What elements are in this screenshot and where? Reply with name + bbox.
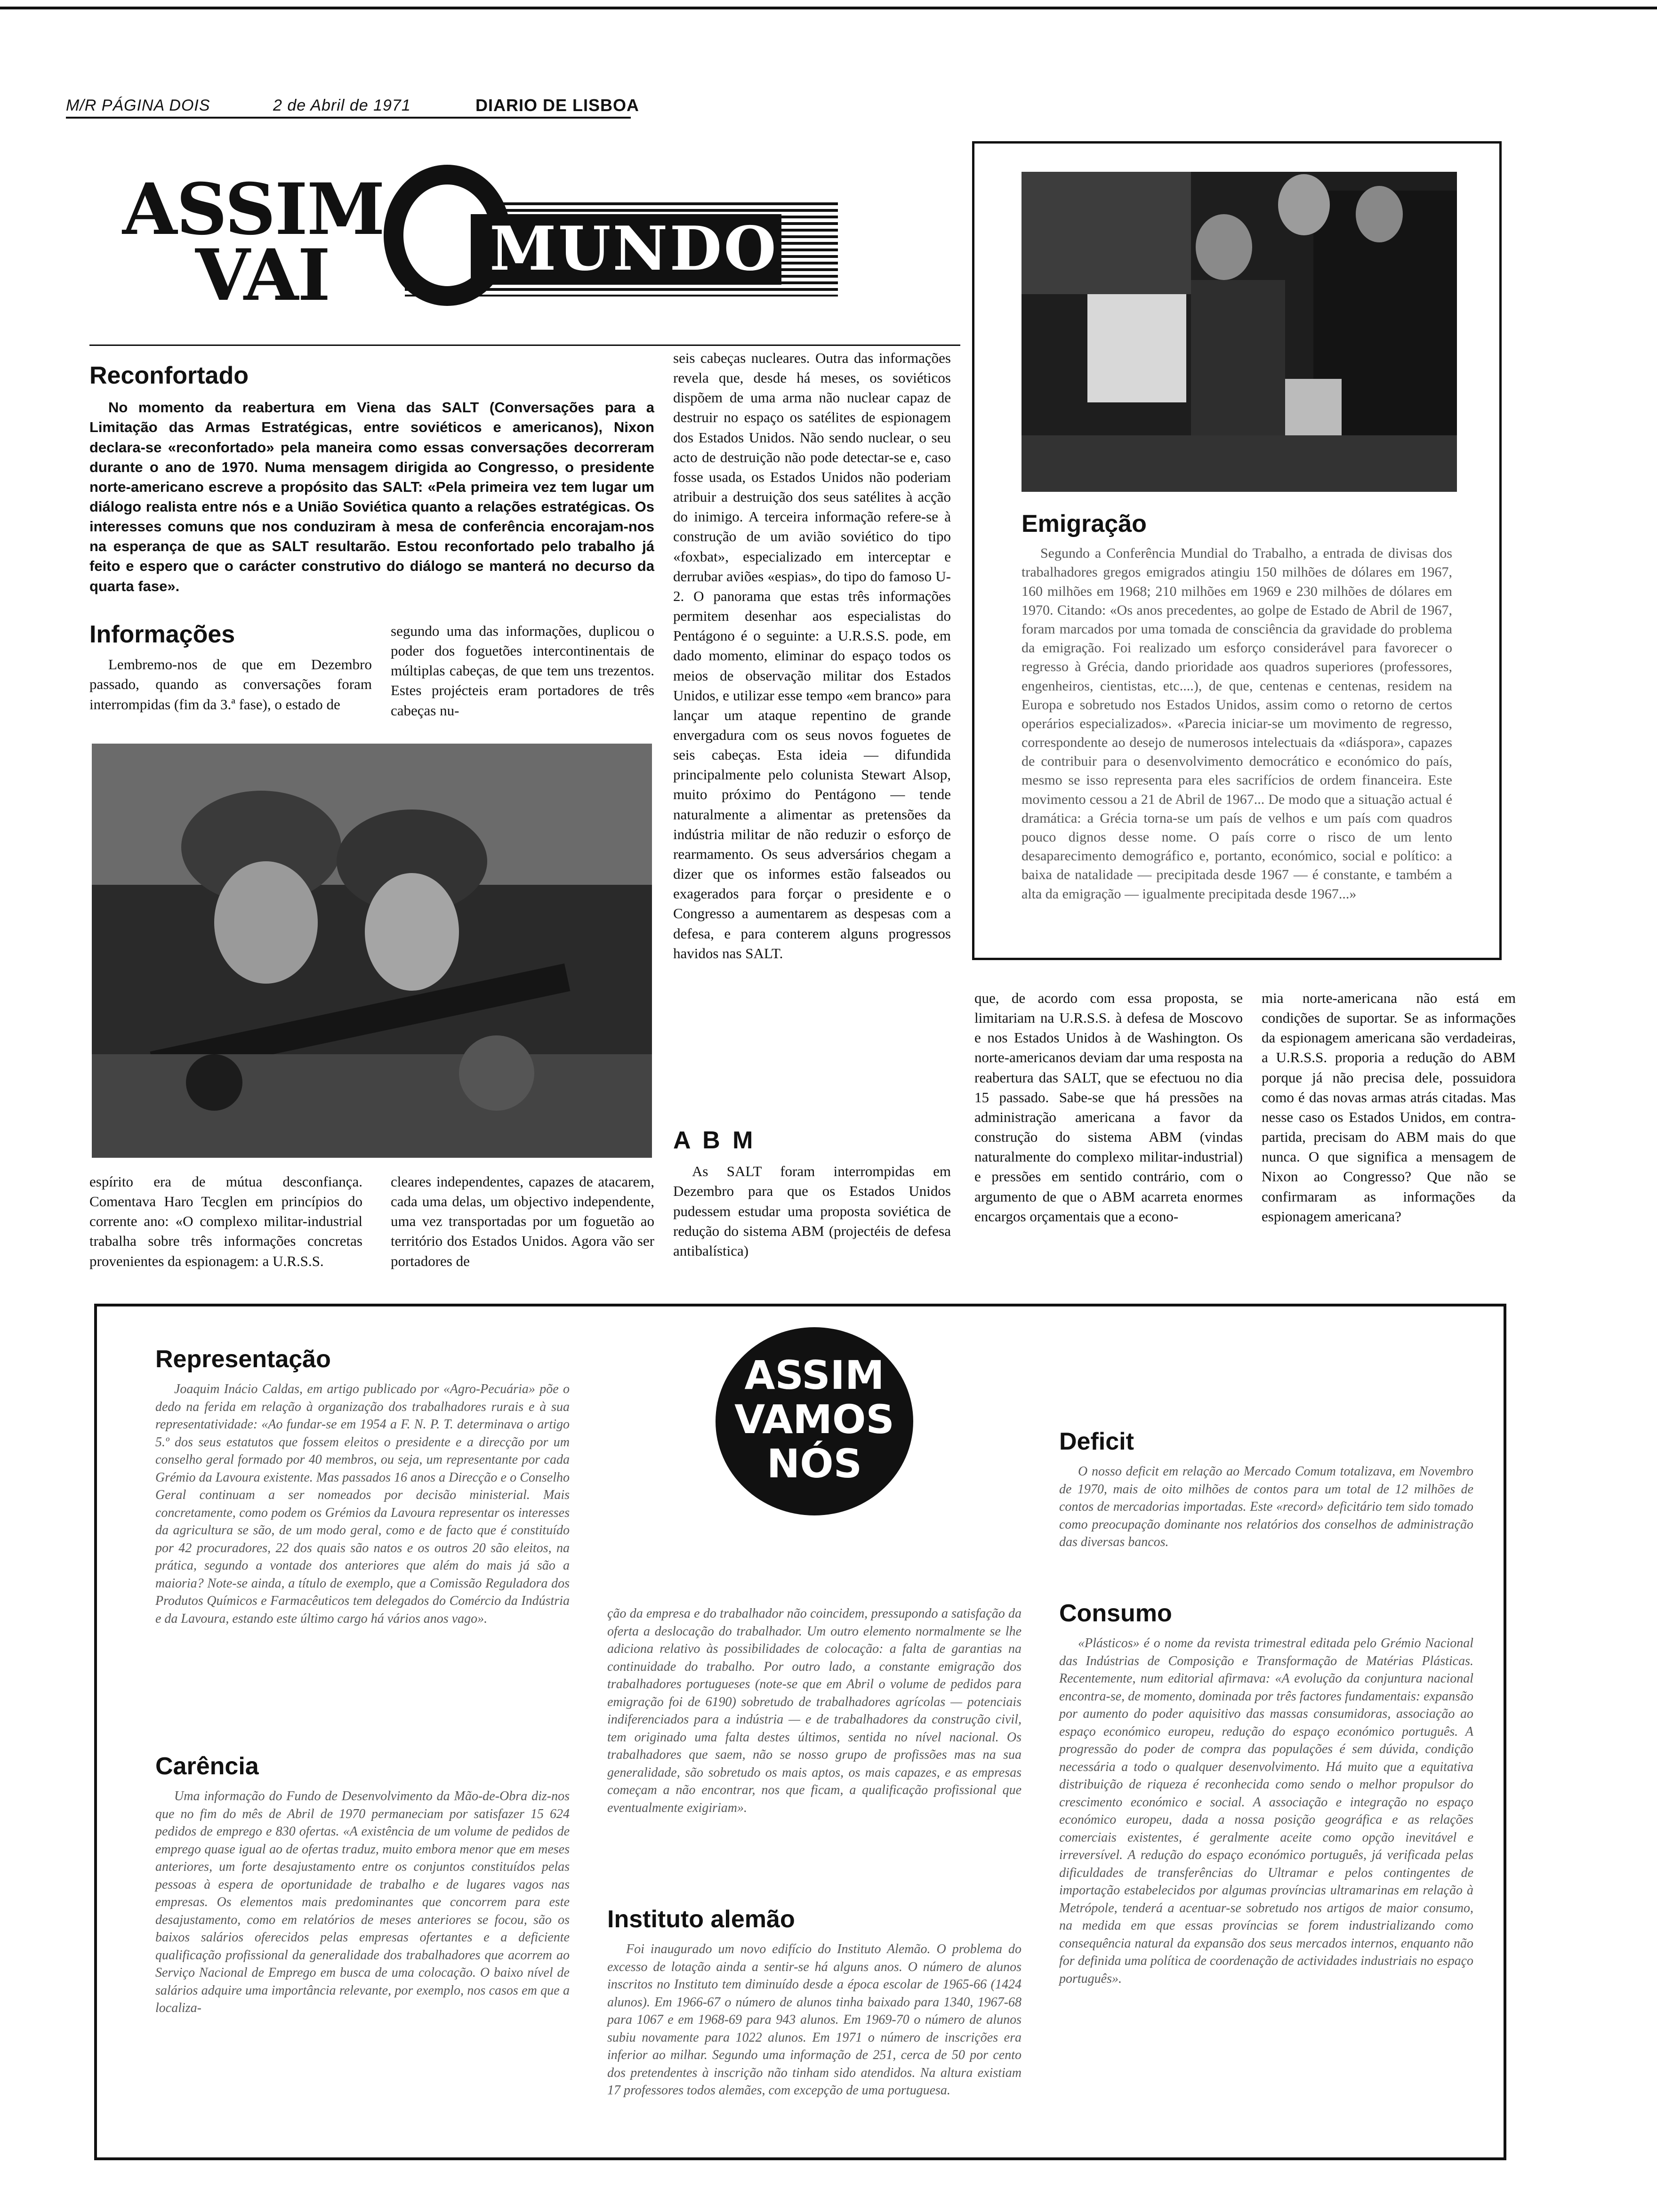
header-rule xyxy=(66,117,631,119)
masthead-mundo: MUNDO xyxy=(490,214,778,284)
top-border xyxy=(0,7,1657,9)
deficit-article xyxy=(1059,1428,1473,1551)
reconfortado-title: Reconfortado xyxy=(89,362,249,389)
consumo-article xyxy=(1059,1600,1473,1988)
emigracao-box xyxy=(972,141,1502,960)
informacoes-col3: seis cabeças nucleares. Outra das informações revela que, desde há meses, os soviéticos dispõem de uma arma não nuclear capaz de destruir no espaço os satélites de espionagem dos Estados Unidos. Não sendo nuclear, o seu acto de destruição não pode detectar-se e, caso fosse usada, os Estados Unidos não poderiam atribuir a destruição dos seus satélites à acção do inimigo. A terceira informação refere-se à construção de um avião soviético do tipo «foxbat», especializado em interceptar e derrubar aviões «espias», do tipo do famoso U-2. O panorama que estas três informações permitem desenhar aos especialistas do Pentágono é o seguinte: a U.R.S.S. pode, em dado momento, eliminar do espaço todos os meios de observação militar dos Estados Unidos, e utilizar esse tempo «em branco» para lançar um ataque repentino de grande envergadura com os seus novos foguetes de seis cabeças. Esta ideia — difundida principalmente pelo colunista Stewart Alsop, muito próximo do Pentágono — tende naturalmente a alimentar as pretensões da indústria militar de não reduzir o esforço de rearmamento. Os seus adversários chegam a dizer que os informes estão falseados ou exagerados para forçar o presidente e o Congresso a aumentarem as despesas com a defesa, e para conterem alguns progressos havidos nas SALT. xyxy=(673,350,951,962)
abm-col3: mia norte-americana não está em condições de suportar. Se as informações da espionagem americana são verdadeiras, a U.R.S.S. proporia a redução do ABM porque já não precisa dele, possuidora como é das novas armas atrás citadas. Mas nesse caso os Estados Unidos, em contra-partida, precisam do ABM mais do que nunca. O que significa a mensagem de Nixon ao Congresso? Que não se confirmaram as informações da espionagem americana? xyxy=(1262,990,1516,1225)
soldiers-photo xyxy=(92,744,652,1158)
middle-text: ção da empresa e do trabalhador não coincidem, pressupondo a satisfação da oferta a deslocação do trabalhador. Um outro elemento normalmente se lhe adiciona relativo às possibilidades de colocação: a falta de garantias na continuidade do trabalho. Por outro lado, a constante emigração dos trabalhadores portugueses (note-se que em Abril o volume de pedidos para emigração foi de 6190) sobretudo de trabalhadores agrícolas — potenciais indiferenciados para a indústria — e de trabalhadores da construção civil, tem originado uma falta destes últimos, sentida no nível nacional. Os trabalhadores que saem, não se nosso grupo de profissões mas na sua generalidade, são sobretudo os mais aptos, os mais capazes, e as empresas começam a não encontrar, nos que ficam, a qualificação profissional que eventualmente exigiriam». xyxy=(607,1606,1022,1815)
header-paper: DIARIO DE LISBOA xyxy=(475,96,640,115)
carencia-title: Carência xyxy=(155,1753,259,1780)
consumo-title: Consumo xyxy=(1059,1600,1172,1627)
abm-article xyxy=(673,1127,951,1261)
emigracao-text: Segundo a Conferência Mundial do Trabalho, a entrada de divisas dos trabalhadores gregos emigrados atingiu 150 milhões de dólares em 1967, 160 milhões em 1968; 210 milhões em 1969 e 230 milhões de dólares em 1970. Citando: «Os anos precedentes, ao golpe de Estado de Abril de 1967, foram marcados por uma tomada de consciência da gravidade do problema da emigração. Foi realizado um esforço considerável para favorecer o regresso à Grécia, dando prioridade aos quadros superiores (professores, engenheiros, cientistas, etc....), de que, centenas e centenas, residem na Europa e sobretudo nos Estados Unidos, assim como o retorno de certos operários especializados». «Parecia iniciar-se um movimento de regresso, correspondente ao desejo de numerosos intelectuais da «diáspora», capazes de contribuir para o desenvolvimento democrático e económico do país, mesmo se isso representa para eles sacrifícios de ordem financeira. Este movimento cessou a 21 de Abril de 1967... De modo que a situação actual é dramática: a Grécia torna-se um país de velhos e um país com quadros pouco dignos desse nome. O país corre o risco de um lento desaparecimento demográfico e, portanto, económico, social e político: a baixa de natalidade — precipitada desde 1967 — é constante, e também a alta da emigração — igualmente precipitada desde 1967...» xyxy=(1022,545,1452,902)
reconfortado-text: No momento da reabertura em Viena das SALT (Conversações para a Limitação das Armas Estratégicas, entre soviéticos e americanos), Nixon declara-se «reconfortado» pela maneira como essas conversações decorreram durante o ano de 1970. Numa mensagem dirigida ao Congresso, o presidente norte-americano escreve a propósito das SALT: «Pela primeira vez tem lugar um diálogo realista entre nós e a União Soviética quanto a relações estratégicas. Os interesses comuns que nos conduziram à mesa de conferência encorajam-nos na esperança de que as SALT resultarão. Estou reconfortado pelo trabalho já feito e espero que o carácter construtivo do diálogo se manterá no decurso da quarta fase». xyxy=(89,399,654,594)
informacoes-under1-block xyxy=(89,1172,362,1271)
header-section: M/R PÁGINA DOIS xyxy=(66,96,210,114)
vamos-badge-line2: VAMOS xyxy=(734,1396,894,1443)
consumo-text: «Plásticos» é o nome da revista trimestral editada pelo Grémio Nacional das Indústrias de Composição e Transformação de Matérias Plásticas. Recentemente, num editorial afirmava: «A evolução da conjuntura nacional encontra-se, de momento, dominada por três factores fundamentais: expansão por aumento do poder aquisitivo das massas consumidoras, associação ao espaço económico europeu, redução do espaço económico português. A progressão do poder de compra das populações é sem dúvida, condição necessária a todo o qualquer desenvolvimento. Há muito que a equitativa distribuição de riqueza é reconhecida como sendo o melhor propulsor do crescimento económico e social. A associação e integração no espaço económico europeu, dada a nossa posição geográfica e as relações comerciais existentes, é geralmente aceite como opção inevitável e irreversível. A redução do espaço económico português, já verificada pelas dificuldades de transferências do Ultramar e pelos contingentes de importação estabelecidos por algumas províncias ultramarinas em relação à Metrópole, tenderá a acentuar-se sobretudo nos artigos de maior consumo, na medida em que essas províncias se forem industrializando como consequência natural da expansão dos seus mercados internos, enquanto não for definida uma política de coordenação de actividades industriais no espaço português». xyxy=(1059,1636,1473,1986)
informacoes-col2: segundo uma das informações, duplicou o poder dos foguetões intercontinentais de múltiplas cabeças, de que tem uns trezentos. Estes projécteis eram portadores de três cabeças nu- xyxy=(391,623,654,719)
abm-title: A B M xyxy=(673,1127,756,1154)
masthead-rule xyxy=(89,345,960,346)
abm-col2: que, de acordo com essa proposta, se limitariam na U.R.S.S. à defesa de Moscovo e nos Estados Unidos à de Washington. Os norte-americanos deviam dar uma resposta na reabertura das SALT, que se efectuou no dia 15 passado. Sabe-se que há pressões na administração americana a favor da construção do sistema ABM (vindas naturalmente do complexo militar-industrial) e pressões em sentido contrário, com o argumento de que o ABM acarreta enormes encargos orçamentais que a econo- xyxy=(974,990,1243,1225)
representacao-title: Representação xyxy=(155,1346,331,1373)
masthead xyxy=(113,165,847,320)
abm-col3-block xyxy=(1262,988,1516,1226)
representacao-text: Joaquim Inácio Caldas, em artigo publicado por «Agro-Pecuária» põe o dedo na ferida em relação à organização dos trabalhadores rurais e à sua representatividade: «Ao fundar-se em 1954 a F. N. P. T. determinava o artigo 5.º dos seus estatutos que fossem eleitos o presidente e a direcção por um conselho geral formado por 40 membros, ou seja, um representante por cada Grémio da Lavoura existente. Mas passados 16 anos a Direcção e o Conselho Geral continuam a ser nomeados por decisão ministerial. Mais concretamente, como podem os Grémios da Lavoura representar os interesses da agricultura se são, de um modo geral, como e de facto que é constituído por 42 procuradores, 22 dos quais são natos e os outros 20 são eleitos, na prática, segundo a vontade dos anteriores que além do mais já são a maioria? Note-se ainda, a título de exemplo, que a Comissão Reguladora dos Produtos Químicos e Farmacêuticos tem delegados do Comércio da Indústria e da Lavoura, estando este último cargo há vários anos vago». xyxy=(155,1382,570,1626)
carencia-text: Uma informação do Fundo de Desenvolvimento da Mão-de-Obra diz-nos que no fim do mês de Abril de 1970 permaneciam por satisfazer 15 624 pedidos de emprego e 830 ofertas. «A existência de um volume de pedidos de emprego quase igual ao de ofertas traduz, muito embora menor que em meses anteriores, um forte desajustamento entre os conjuntos constituídos pelas pessoas à espera de oportunidade de trabalho e de lugares vagos nas empresas. Os elementos mais predominantes que concorrem para este desajustamento, como em relatórios de meses anteriores se focou, são os baixos salários oferecidos pelas empresas ofertantes e a deficiente qualificação profissional da generalidade dos trabalhadores que acorrem ao Serviço Nacional de Emprego em busca de uma colocação. O baixo nível de salários adquire uma importância relevante, por exemplo, nos casos em que a localiza- xyxy=(155,1789,570,2016)
emigracao-title: Emigração xyxy=(1022,510,1147,537)
header-date: 2 de Abril de 1971 xyxy=(273,96,411,114)
informacoes-title: Informações xyxy=(89,621,235,648)
deficit-title: Deficit xyxy=(1059,1428,1134,1455)
vamos-badge-line1: ASSIM xyxy=(744,1352,885,1398)
masthead-vai: VAI xyxy=(195,234,330,317)
informacoes-under1: espírito era de mútua desconfiança. Comentava Haro Tecglen em princípios do corrente ano: «O complexo militar-industrial trabalha sobre três informações concretas provenientes da espionagem: a U.R.S.S. xyxy=(89,1173,362,1269)
informacoes-col3-block xyxy=(673,348,951,963)
masthead-assim: ASSIM xyxy=(122,168,384,251)
abm-col1: As SALT foram interrompidas em Dezembro para que os Estados Unidos pudessem estudar uma proposta soviética de redução do sistema ABM (projectéis de defesa antibalística) xyxy=(673,1163,951,1259)
emigracao-photo xyxy=(1022,172,1457,492)
soldiers-photo-svg xyxy=(92,744,652,1158)
vamos-badge-line3: NÓS xyxy=(766,1441,862,1487)
reconfortado-article xyxy=(89,362,654,596)
vamos-badge xyxy=(716,1327,913,1515)
informacoes-under2-block xyxy=(391,1172,654,1271)
informacoes-col1: Lembremo-nos de que em Dezembro passado, quando as conversações foram interrompidas (fim da 3.ª fase), o estado de xyxy=(89,656,372,713)
representacao-article xyxy=(155,1346,570,1627)
instituto-title: Instituto alemão xyxy=(607,1906,795,1933)
informacoes-under2: cleares independentes, capazes de atacarem, cada uma delas, um objectivo independente, uma vez transportadas por um foguetão ao território dos Estados Unidos. Agora vão ser portadores de xyxy=(391,1173,654,1269)
carencia-article xyxy=(155,1753,570,2017)
deficit-text: O nosso deficit em relação ao Mercado Comum totalizava, em Novembro de 1970, mais de oito milhões de contos para um total de 12 milhões de contos de mercadorias importadas. Este «record» deficitário tem sido tomado como preocupação dominante nos relatórios dos conselhos de administração das diversas bancos. xyxy=(1059,1464,1473,1550)
middle-article xyxy=(607,1605,1022,1817)
instituto-article xyxy=(607,1906,1022,2100)
emigracao-photo-svg xyxy=(1022,172,1457,492)
abm-col2-block xyxy=(974,988,1243,1226)
instituto-text: Foi inaugurado um novo edifício do Instituto Alemão. O problema do excesso de lotação ainda a sentir-se há alguns anos. O número de alunos inscritos no Instituto tem diminuído desde a época escolar de 1965-66 (1424 alunos). Em 1966-67 o número de alunos tinha baixado para 1340, 1967-68 para 1067 e em 1968-69 para 943 alunos. Em 1969-70 o número de alunos subiu novamente para 1022 alunos. Em 1971 o número de inscrições era inferior ao milhar. Segundo uma informação de 251, cerca de 50 por cento dos pretendentes à inscrição não tinham sido atendidos. Na altura existiam 17 professores todos alemães, com excepção de uma portuguesa. xyxy=(607,1942,1022,2098)
informacoes-col2-block xyxy=(391,621,654,721)
informacoes-article xyxy=(89,621,372,714)
